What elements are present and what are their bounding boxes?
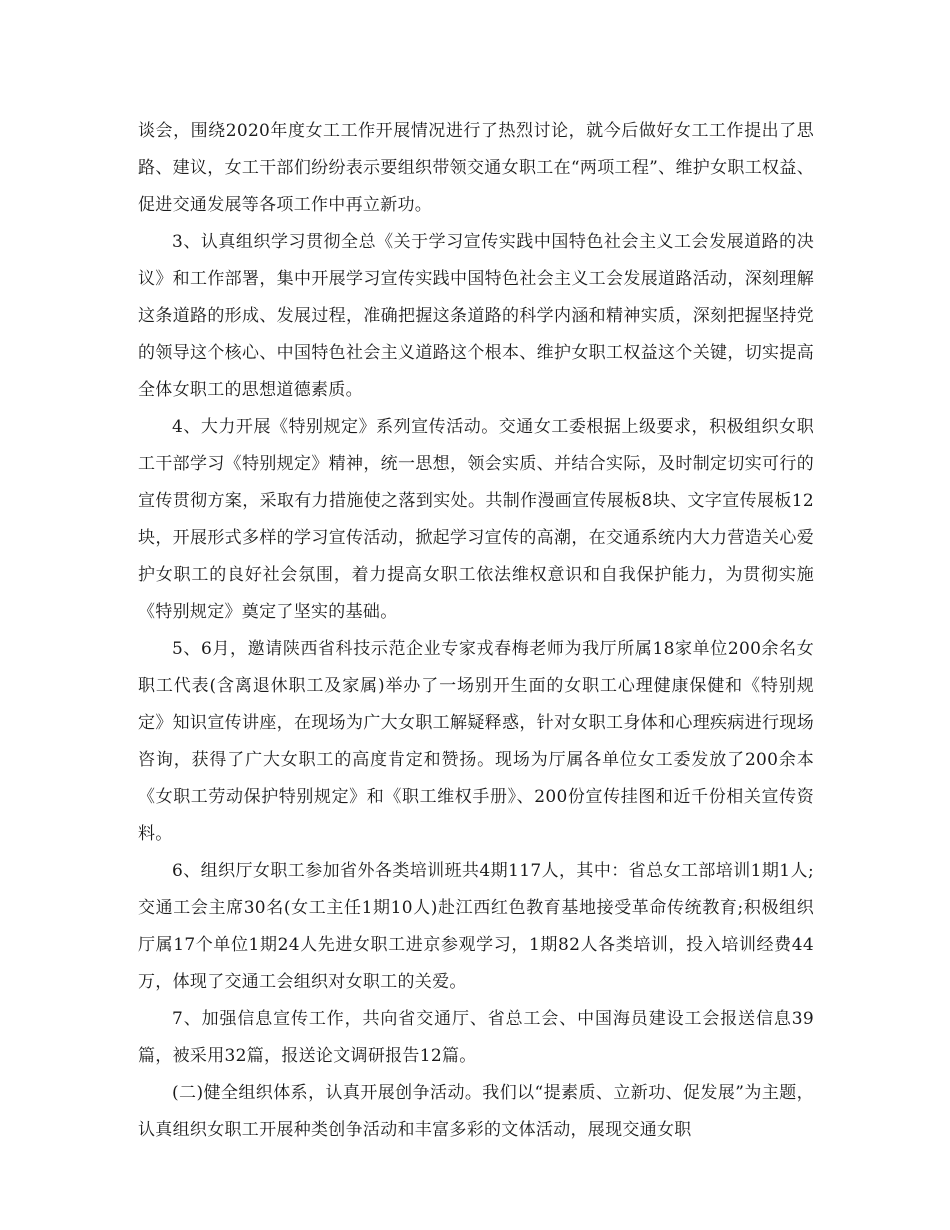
paragraph-1: 谈会，围绕2020年度女工工作开展情况进行了热烈讨论，就今后做好女工工作提出了思路、建议，女工干部们纷纷表示要组织带领交通女职工在“两项工程”、维护女职工权益、促进交通发展等各项工作中再立新功。 bbox=[138, 121, 814, 215]
paragraph-2: 3、认真组织学习贯彻全总《关于学习宣传实践中国特色社会主义工会发展道路的决议》和工作部署，集中开展学习宣传实践中国特色社会主义工会发展道路活动，深刻理解这条道路的形成、发展过程，准确把握这条道路的科学内涵和精神实质，深刻把握坚持党的领导这个核心、中国特色社会主义道路这个根本、维护女职工权益这个关键，切实提高全体女职工的思想道德素质。 bbox=[138, 232, 814, 400]
paragraph-5: 6、组织厅女职工参加省外各类培训班共4期117人，其中：省总女工部培训1期1人;交通工会主席30名(女工主任1期10人)赴江西红色教育基地接受革命传统教育;积极组织厅属17个单位1期24人先进女职工进京参观学习，1期82人各类培训，投入培训经费44万，体现了交通工会组织对女职工的关爱。 bbox=[138, 861, 814, 992]
paragraph-6: 7、加强信息宣传工作，共向省交通厅、省总工会、中国海员建设工会报送信息39篇，被采用32篇，报送论文调研报告12篇。 bbox=[138, 1009, 814, 1066]
paragraph-7: (二)健全组织体系，认真开展创争活动。我们以“提素质、立新功、促发展”为主题，认真组织女职工开展种类创争活动和丰富多彩的文体活动，展现交通女职 bbox=[138, 1083, 814, 1140]
paragraph-3: 4、大力开展《特别规定》系列宣传活动。交通女工委根据上级要求，积极组织女职工干部学习《特别规定》精神，统一思想，领会实质、并结合实际，及时制定切实可行的宣传贯彻方案，采取有力措施使之落到实处。共制作漫画宣传展板8块、文字宣传展板12块，开展形式多样的学习宣传活动，掀起学习宣传的高潮，在交通系统内大力营造关心爱护女职工的良好社会氛围，着力提高女职工依法维权意识和自我保护能力，为贯彻实施《特别规定》奠定了坚实的基础。 bbox=[138, 417, 814, 622]
paragraph-4: 5、6月，邀请陕西省科技示范企业专家戎春梅老师为我厅所属18家单位200余名女职工代表(含离退休职工及家属)举办了一场别开生面的女职工心理健康保健和《特别规定》知识宣传讲座，在现场为广大女职工解疑释惑，针对女职工身体和心理疾病进行现场咨询，获得了广大女职工的高度肯定和赞扬。现场为厅属各单位女工委发放了200余本《女职工劳动保护特别规定》和《职工维权手册》、200份宣传挂图和近千份相关宣传资料。 bbox=[138, 639, 814, 844]
document-page bbox=[138, 113, 814, 1149]
